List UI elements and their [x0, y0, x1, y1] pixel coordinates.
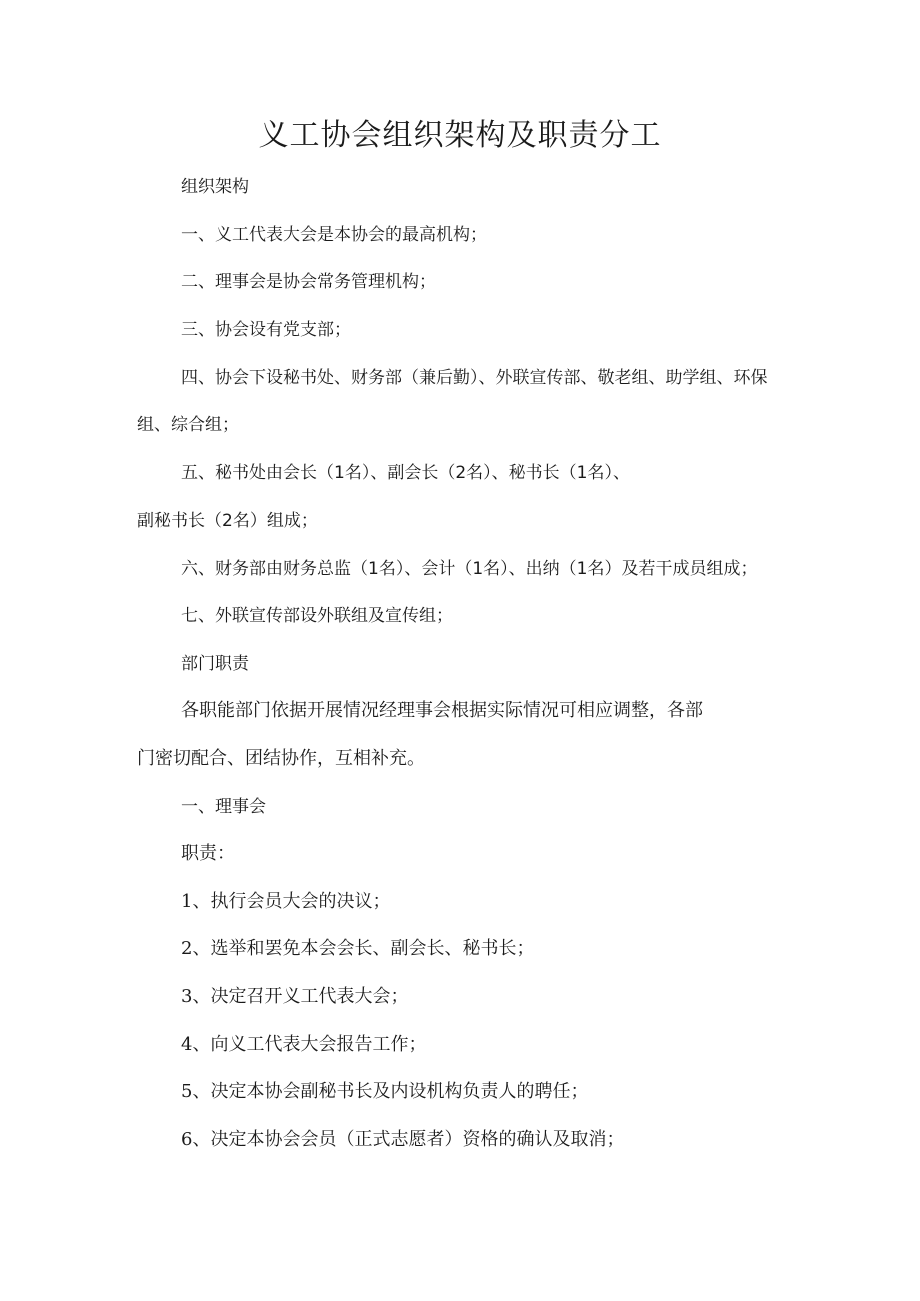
section-heading-duties: 部门职责 [181, 654, 249, 674]
structure-item-4: 四、协会下设秘书处、财务部（兼后勤）、外联宣传部、敬老组、助学组、环保 [181, 368, 768, 388]
structure-item-4-continued: 组、综合组； [137, 415, 239, 435]
council-duty-1: 1、执行会员大会的决议； [181, 891, 391, 912]
structure-item-5-continued: 副秘书长（2名）组成； [137, 511, 318, 531]
council-duty-4: 4、向义工代表大会报告工作； [181, 1034, 427, 1055]
structure-item-1: 一、义工代表大会是本协会的最高机构； [181, 225, 487, 245]
structure-item-2: 二、理事会是协会常务管理机构； [181, 272, 436, 292]
document-title: 义工协会组织架构及职责分工 [258, 118, 662, 153]
duties-label: 职责： [181, 843, 235, 864]
council-heading: 一、理事会 [181, 797, 266, 817]
section-heading-structure: 组织架构 [181, 177, 249, 197]
council-duty-2: 2、选举和罢免本会会长、副会长、秘书长； [181, 938, 535, 959]
structure-item-5: 五、秘书处由会长（1名）、副会长（2名）、秘书长（1名）、 [181, 463, 630, 483]
duties-intro-line-1: 各职能部门依据开展情况经理事会根据实际情况可相应调整，各部 [181, 700, 703, 721]
structure-item-7: 七、外联宣传部设外联组及宣传组； [181, 606, 453, 626]
council-duty-3: 3、决定召开义工代表大会； [181, 986, 409, 1007]
duties-intro-line-2: 门密切配合、团结协作，互相补充。 [137, 748, 425, 769]
council-duty-6: 6、决定本协会会员（正式志愿者）资格的确认及取消； [181, 1129, 625, 1150]
structure-item-6: 六、财务部由财务总监（1名）、会计（1名）、出纳（1名）及若干成员组成； [181, 559, 758, 579]
structure-item-3: 三、协会设有党支部； [181, 320, 351, 340]
council-duty-5: 5、决定本协会副秘书长及内设机构负责人的聘任； [181, 1081, 589, 1102]
